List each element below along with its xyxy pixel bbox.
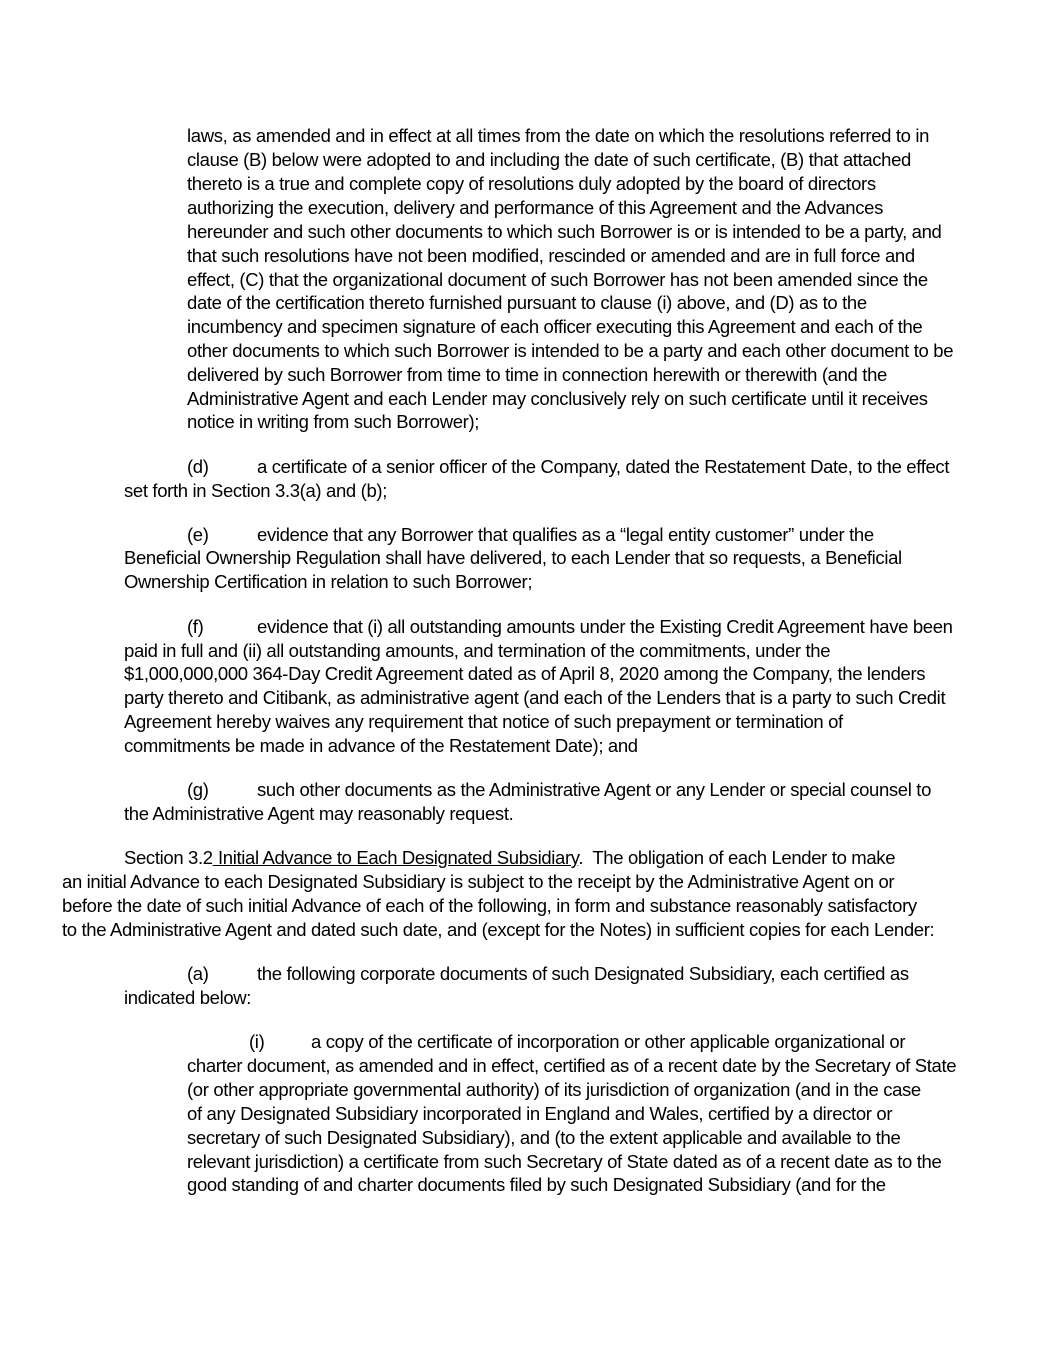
clause-label: (a) [187, 963, 209, 984]
clause-first-line [249, 1030, 905, 1054]
paragraph-line: Administrative Agent and each Lender may conclusively rely on such certificate until it receives [187, 388, 928, 409]
section-text: . The obligation of each Lender to make [578, 847, 896, 868]
clause-text: such other documents as the Administrative Agent or any Lender or special counsel to [257, 779, 932, 800]
paragraph-line: relevant jurisdiction) a certificate from such Secretary of State dated as of a recent date as to the [187, 1151, 942, 1172]
clause-text: the following corporate documents of such Designated Subsidiary, each certified as [257, 963, 909, 984]
paragraph-line: laws, as amended and in effect at all times from the date on which the resolutions referred to in [187, 125, 930, 146]
clause-first-line [187, 615, 953, 639]
clause-label: (d) [187, 456, 209, 477]
paragraph-line: authorizing the execution, delivery and performance of this Agreement and the Advances [187, 197, 883, 218]
paragraph-line: good standing of and charter documents filed by such Designated Subsidiary (and for the [187, 1174, 886, 1195]
section-title: Initial Advance to Each Designated Subsidiary [218, 847, 579, 868]
clause-first-line [187, 778, 931, 802]
clause-first-line [187, 962, 909, 986]
paragraph-line: Ownership Certification in relation to such Borrower; [124, 571, 533, 592]
paragraph-line: commitments be made in advance of the Restatement Date); and [124, 735, 638, 756]
paragraph-line: incumbency and specimen signature of each officer executing this Agreement and each of the [187, 316, 923, 337]
paragraph-line: $1,000,000,000 364-Day Credit Agreement dated as of April 8, 2020 among the Company, the lenders [124, 663, 926, 684]
paragraph-line: (or other appropriate governmental authority) of its jurisdiction of organization (and in the case [187, 1079, 921, 1100]
section-number: Section 3.2 [124, 847, 213, 868]
paragraph-line: delivered by such Borrower from time to time in connection herewith or therewith (and the [187, 364, 887, 385]
paragraph-line: hereunder and such other documents to which such Borrower is or is intended to be a party, and [187, 221, 942, 242]
clause-text: evidence that any Borrower that qualifies as a “legal entity customer” under the [257, 524, 874, 545]
paragraph-line: of any Designated Subsidiary incorporated in England and Wales, certified by a director or [187, 1103, 893, 1124]
clause-label: (g) [187, 779, 209, 800]
paragraph-line: secretary of such Designated Subsidiary), and (to the extent applicable and available to the [187, 1127, 901, 1148]
paragraph-line: set forth in Section 3.3(a) and (b); [124, 480, 387, 501]
paragraph-line: thereto is a true and complete copy of resolutions duly adopted by the board of directors [187, 173, 876, 194]
paragraph-line: effect, (C) that the organizational document of such Borrower has not been amended since the [187, 269, 928, 290]
paragraph-line: Agreement hereby waives any requirement that notice of such prepayment or termination of [124, 711, 843, 732]
clause-text: a certificate of a senior officer of the Company, dated the Restatement Date, to the effect [257, 456, 950, 477]
paragraph-line: before the date of such initial Advance of each of the following, in form and substance reasonably satisfactory [62, 895, 917, 916]
paragraph-line: notice in writing from such Borrower); [187, 411, 480, 432]
paragraph-line: party thereto and Citibank, as administrative agent (and each of the Lenders that is a party to such Credit [124, 687, 946, 708]
paragraph-line: that such resolutions have not been modified, rescinded or amended and are in full force and [187, 245, 915, 266]
clause-label: (f) [187, 616, 204, 637]
paragraph-line: clause (B) below were adopted to and including the date of such certificate, (B) that attached [187, 149, 911, 170]
paragraph-line: an initial Advance to each Designated Subsidiary is subject to the receipt by the Administrative Agent on or [62, 871, 895, 892]
paragraph-line: date of the certification thereto furnished pursuant to clause (i) above, and (D) as to the [187, 292, 867, 313]
paragraph-line: indicated below: [124, 987, 252, 1008]
clause-text: a copy of the certificate of incorporation or other applicable organizational or [311, 1031, 906, 1052]
section-first-line [124, 846, 895, 870]
clause-first-line [187, 523, 874, 547]
clause-text: evidence that (i) all outstanding amounts under the Existing Credit Agreement have been [257, 616, 953, 637]
clause-label: (e) [187, 524, 209, 545]
paragraph-line: other documents to which such Borrower is intended to be a party and each other document to be [187, 340, 954, 361]
paragraph-line: to the Administrative Agent and dated such date, and (except for the Notes) in sufficient copies for each Lender: [62, 919, 935, 940]
clause-label: (i) [249, 1031, 265, 1052]
paragraph-line: paid in full and (ii) all outstanding amounts, and termination of the commitments, under the [124, 640, 831, 661]
paragraph-line: Beneficial Ownership Regulation shall have delivered, to each Lender that so requests, a Beneficial [124, 547, 902, 568]
paragraph-line: the Administrative Agent may reasonably request. [124, 803, 514, 824]
clause-first-line [187, 455, 949, 479]
paragraph-line: charter document, as amended and in effect, certified as of a recent date by the Secretary of State [187, 1055, 957, 1076]
